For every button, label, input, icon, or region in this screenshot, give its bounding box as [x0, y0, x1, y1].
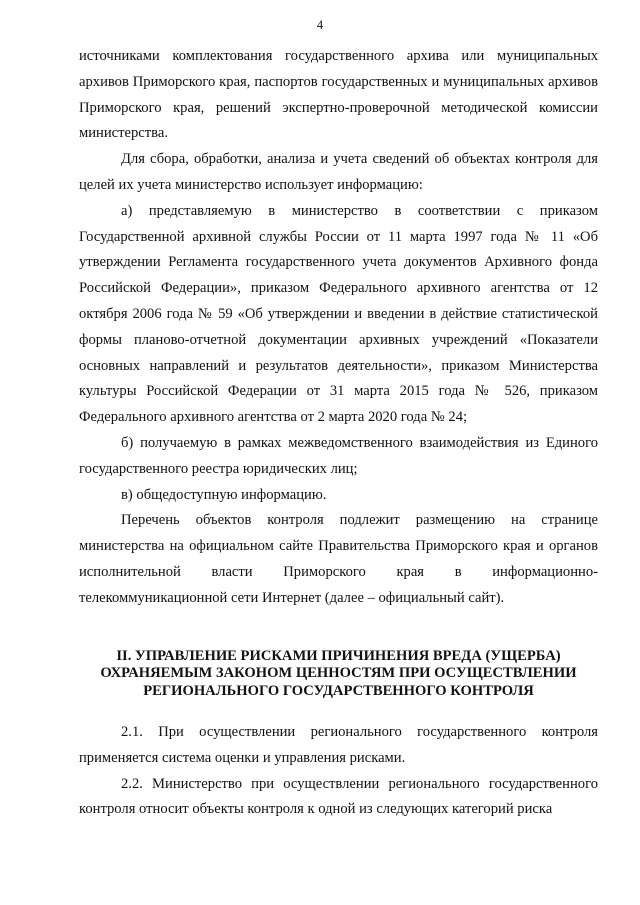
paragraph-info-intro: Для сбора, обработки, анализа и учета сведений об объектах контроля для целей их учета министерство использует информацию: [79, 151, 598, 193]
paragraph-item-a: а) представляемую в министерство в соответствии с приказом Государственной архивной службы России от 11 марта 1997 года № 11 «Об утверждении Регламента государственного учета документов Архивного фонда Российской Федерации», приказом Федерального архивного агентства от 12 октября 2006 года № 59 «Об утверждении и введении в действие статистической формы планово-отчетной документации архивных учреждений «Показатели основных направлений и результатов деятельности», приказом Министерства культуры Российской Федерации от 31 марта 2015 года № 526, приказом Федерального архивного агентства от 2 марта 2020 года № 24; [79, 202, 598, 426]
section-heading [79, 648, 598, 701]
paragraph-item-c: в) общедоступную информацию. [121, 486, 327, 503]
page-number: 4 [316, 18, 324, 32]
document-body [79, 44, 598, 823]
section-heading-line-3: РЕГИОНАЛЬНОГО ГОСУДАРСТВЕННОГО КОНТРОЛЯ [143, 682, 534, 699]
paragraph-archive-sources: источниками комплектования государственного архива или муниципальных архивов Приморского края, паспортов государственных и муниципальных архивов Приморского края, решений экспертно-проверочной методической комиссии министерства. [79, 48, 598, 142]
section-heading-line-2: ОХРАНЯЕМЫМ ЗАКОНОМ ЦЕННОСТЯМ ПРИ ОСУЩЕСТВЛЕНИИ [100, 665, 577, 682]
paragraph-item-b: б) получаемую в рамках межведомственного взаимодействия из Единого государственного реестра юридических лиц; [79, 434, 598, 477]
paragraph-2-1: 2.1. При осуществлении регионального государственного контроля применяется система оценки и управления рисками. [79, 724, 598, 766]
paragraph-objects-list: Перечень объектов контроля подлежит размещению на странице министерства на официальном сайте Правительства Приморского края и органов исполнительной власти Приморского края в информационно-телекоммуникационной сети Интернет (далее – официальный сайт). [79, 512, 598, 606]
section-heading-line-1: II. УПРАВЛЕНИЕ РИСКАМИ ПРИЧИНЕНИЯ ВРЕДА (УЩЕРБА) [116, 647, 561, 664]
paragraph-2-2: 2.2. Министерство при осуществлении регионального государственного контроля относит объекты контроля к одной из следующих категорий риска [79, 775, 598, 818]
